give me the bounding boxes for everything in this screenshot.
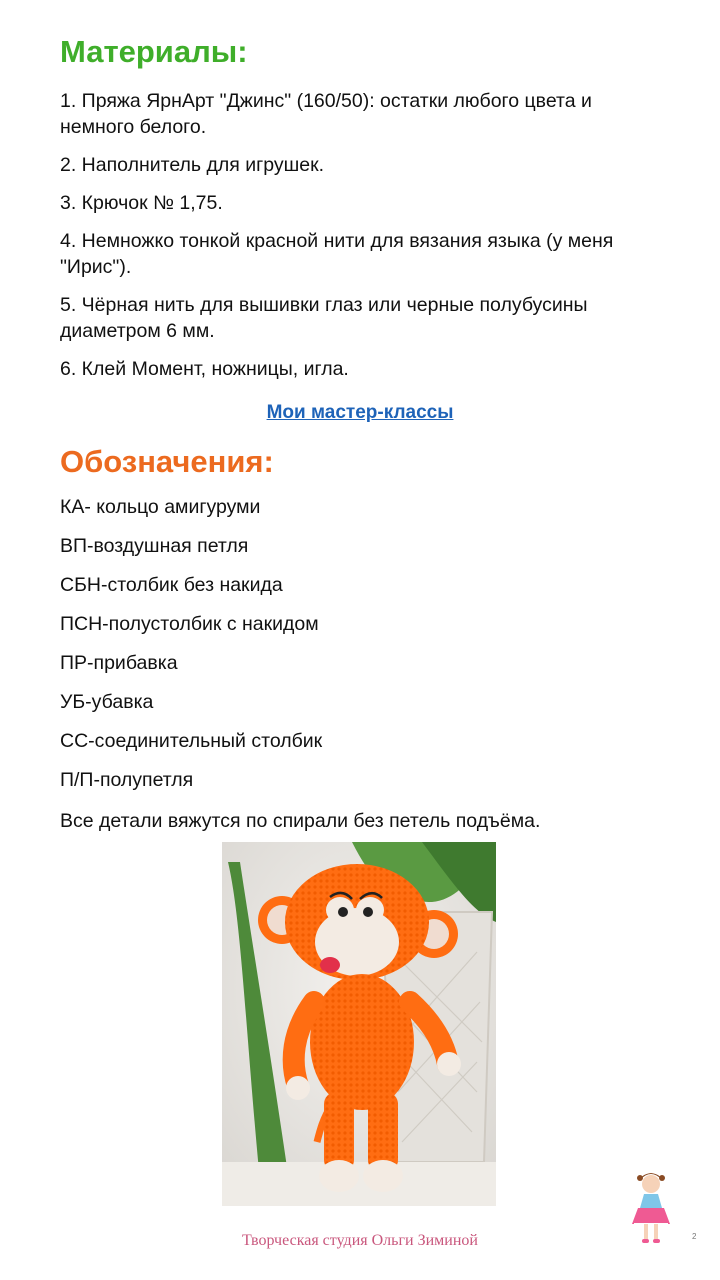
designations-list <box>60 494 680 806</box>
master-classes-link[interactable]: Мои мастер-классы <box>266 402 454 423</box>
list-item: ВП-воздушная петля <box>60 535 249 557</box>
list-item: СБН-столбик без накида <box>60 574 283 596</box>
list-item: 5. Чёрная нить для вышивки глаз или черные полубусины диаметром 6 мм. <box>60 294 588 342</box>
footer-studio-name: Творческая студия Ольги Зиминой <box>242 1232 478 1249</box>
list-item: ПСН-полустолбик с накидом <box>60 613 319 635</box>
monkey-toy-photo <box>222 842 496 1206</box>
page-number: 2 <box>692 1232 697 1241</box>
list-item: 4. Немножко тонкой красной нити для вязания языка (у меня "Ирис"). <box>60 230 614 278</box>
list-item: УБ-убавка <box>60 691 154 713</box>
materials-heading: Материалы: <box>60 34 248 69</box>
designations-heading: Обозначения: <box>60 444 274 479</box>
materials-list <box>60 88 660 394</box>
list-item: П/П-полупетля <box>60 769 194 791</box>
list-item: 1. Пряжа ЯрнАрт "Джинс" (160/50): остатки любого цвета и немного белого. <box>60 90 592 138</box>
list-item: КА- кольцо амигуруми <box>60 496 261 518</box>
list-item: 3. Крючок № 1,75. <box>60 192 223 214</box>
spiral-note: Все детали вяжутся по спирали без петель подъёма. <box>60 810 541 832</box>
list-item: ПР-прибавка <box>60 652 178 674</box>
list-item: СС-соединительный столбик <box>60 730 323 752</box>
list-item: 2. Наполнитель для игрушек. <box>60 154 325 176</box>
list-item: 6. Клей Момент, ножницы, игла. <box>60 358 349 380</box>
